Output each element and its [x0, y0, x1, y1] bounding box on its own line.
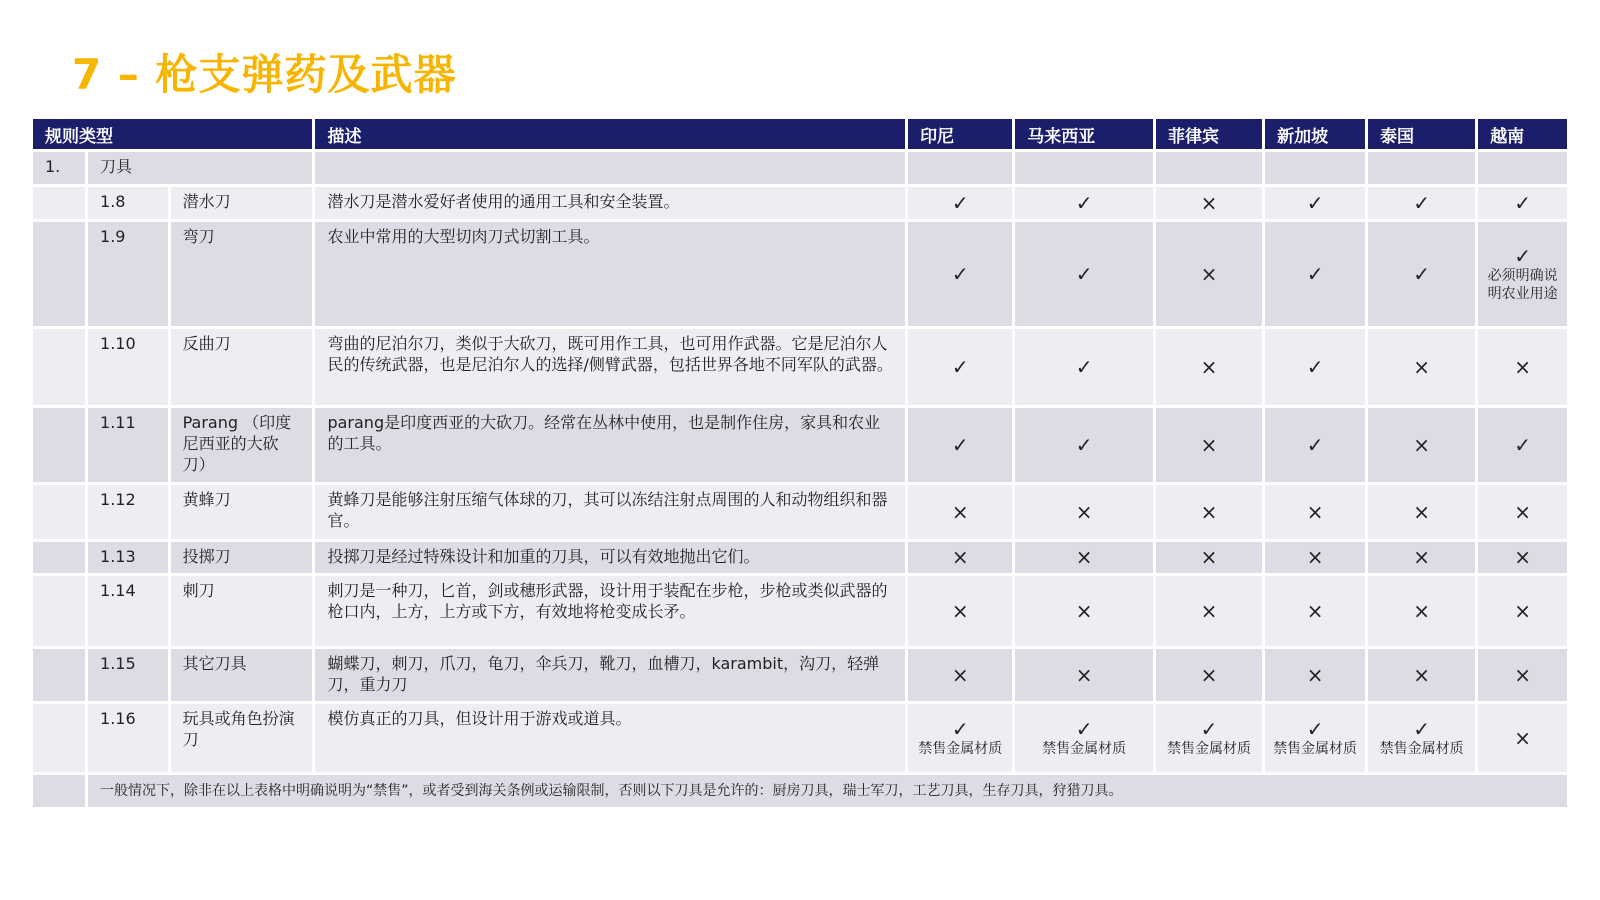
restriction-note: 禁售金属材质	[918, 740, 1003, 757]
cross-icon: ×	[1075, 662, 1093, 687]
cell-malaysia	[1015, 485, 1153, 539]
cross-icon: ×	[951, 499, 969, 524]
row-indent	[33, 542, 85, 573]
row-knife-type: 黄蜂刀	[171, 485, 313, 539]
row-description: 蝴蝶刀，刺刀，爪刀，龟刀，伞兵刀，靴刀，血槽刀，karambit，沟刀，轻弹刀，重力刀	[315, 649, 905, 701]
cell-singapore	[1265, 542, 1365, 573]
cross-icon: ×	[1075, 545, 1093, 569]
check-icon: ✓	[951, 716, 969, 741]
cell-singapore	[1265, 187, 1365, 219]
cell-philippines	[1156, 485, 1262, 539]
cell-vietnam	[1478, 408, 1567, 482]
check-icon: ✓	[1075, 190, 1093, 215]
cell-indonesia	[908, 542, 1012, 573]
cell-thailand	[1368, 542, 1475, 573]
row-knife-type: 刺刀	[171, 576, 313, 646]
cross-icon: ×	[1200, 545, 1218, 569]
cross-icon: ×	[1413, 598, 1430, 623]
cell-philippines	[1156, 329, 1262, 405]
cross-icon: ×	[1200, 598, 1218, 623]
check-icon: ✓	[951, 261, 969, 286]
table-row	[33, 329, 1567, 405]
cell-malaysia	[1015, 408, 1153, 482]
check-icon: ✓	[1306, 354, 1324, 379]
check-icon: ✓	[1514, 243, 1531, 268]
cell-vietnam	[1478, 649, 1567, 701]
cross-icon: ×	[1200, 662, 1218, 687]
cell-malaysia	[1015, 222, 1153, 326]
check-icon: ✓	[1413, 716, 1430, 741]
cross-icon: ×	[951, 662, 969, 687]
row-description: parang是印度西亚的大砍刀。经常在丛林中使用，也是制作住房，家具和农业的工具。	[315, 408, 905, 482]
header-description: 描述	[315, 119, 905, 149]
cell-singapore	[1265, 222, 1365, 326]
cross-icon: ×	[1514, 725, 1531, 750]
cross-icon: ×	[1306, 598, 1324, 623]
row-indent	[33, 576, 85, 646]
cross-icon: ×	[1413, 432, 1430, 457]
cell-indonesia	[908, 485, 1012, 539]
cell-thailand	[1368, 649, 1475, 701]
check-icon: ✓	[951, 354, 969, 379]
cross-icon: ×	[1514, 499, 1531, 524]
row-knife-type: Parang （印度尼西亚的大砍刀）	[171, 408, 313, 482]
cell-indonesia	[908, 704, 1012, 772]
header-rule-type: 规则类型	[33, 119, 312, 149]
header-philippines: 菲律宾	[1156, 119, 1262, 149]
cell-malaysia	[1015, 649, 1153, 701]
row-knife-type: 投掷刀	[171, 542, 313, 573]
check-icon: ✓	[1075, 432, 1093, 457]
restriction-note: 禁售金属材质	[1167, 740, 1252, 757]
check-icon: ✓	[1413, 190, 1430, 215]
row-knife-type: 其它刀具	[171, 649, 313, 701]
cell-thailand	[1368, 704, 1475, 772]
cross-icon: ×	[1306, 545, 1324, 569]
page-title: 7 – 枪支弹药及武器	[72, 50, 457, 99]
cross-icon: ×	[1200, 499, 1218, 524]
cross-icon: ×	[951, 598, 969, 623]
cell-malaysia	[1015, 704, 1153, 772]
cell-malaysia	[1015, 187, 1153, 219]
header-malaysia: 马来西亚	[1015, 119, 1153, 149]
table-row	[33, 649, 1567, 701]
cross-icon: ×	[1514, 598, 1531, 623]
table-header-row	[33, 119, 1567, 149]
row-number: 1.13	[88, 542, 168, 573]
cross-icon: ×	[1200, 190, 1218, 215]
cross-icon: ×	[1075, 499, 1093, 524]
cell-thailand	[1368, 329, 1475, 405]
cell-vietnam	[1478, 485, 1567, 539]
cross-icon: ×	[1200, 432, 1218, 457]
check-icon: ✓	[1514, 432, 1531, 457]
row-number: 1.11	[88, 408, 168, 482]
restriction-note: 必须明确说明农业用途	[1487, 267, 1558, 302]
row-description: 投掷刀是经过特殊设计和加重的刀具，可以有效地抛出它们。	[315, 542, 905, 573]
cell-vietnam	[1478, 222, 1567, 326]
category-label: 刀具	[88, 152, 312, 184]
row-number: 1.8	[88, 187, 168, 219]
cell-indonesia	[908, 649, 1012, 701]
cell-philippines	[1156, 576, 1262, 646]
cross-icon: ×	[1306, 662, 1324, 687]
table-row	[33, 187, 1567, 219]
row-number: 1.12	[88, 485, 168, 539]
restriction-note: 禁售金属材质	[1042, 740, 1127, 757]
cell-indonesia	[908, 329, 1012, 405]
cell-vietnam	[1478, 329, 1567, 405]
header-singapore: 新加坡	[1265, 119, 1365, 149]
cell-philippines	[1156, 408, 1262, 482]
restriction-note: 禁售金属材质	[1273, 740, 1358, 757]
cell-singapore	[1265, 576, 1365, 646]
footer-row	[33, 775, 1567, 807]
header-thailand: 泰国	[1368, 119, 1475, 149]
table-row	[33, 408, 1567, 482]
cell-thailand	[1368, 222, 1475, 326]
cell-philippines	[1156, 187, 1262, 219]
row-number: 1.16	[88, 704, 168, 772]
row-knife-type: 玩具或角色扮演刀	[171, 704, 313, 772]
cell-thailand	[1368, 408, 1475, 482]
cell-philippines	[1156, 704, 1262, 772]
cell-thailand	[1368, 187, 1475, 219]
table-row	[33, 542, 1567, 573]
row-description: 潜水刀是潜水爱好者使用的通用工具和安全装置。	[315, 187, 905, 219]
row-indent	[33, 704, 85, 772]
check-icon: ✓	[1514, 190, 1531, 215]
row-description: 模仿真正的刀具，但设计用于游戏或道具。	[315, 704, 905, 772]
cell-thailand	[1368, 576, 1475, 646]
check-icon: ✓	[1306, 190, 1324, 215]
header-vietnam: 越南	[1478, 119, 1567, 149]
row-indent	[33, 187, 85, 219]
cell-vietnam	[1478, 576, 1567, 646]
row-description: 农业中常用的大型切肉刀式切割工具。	[315, 222, 905, 326]
cross-icon: ×	[1306, 499, 1324, 524]
cell-singapore	[1265, 329, 1365, 405]
check-icon: ✓	[1075, 354, 1093, 379]
check-icon: ✓	[1306, 261, 1324, 286]
cross-icon: ×	[1413, 662, 1430, 687]
cell-singapore	[1265, 649, 1365, 701]
cell-singapore	[1265, 704, 1365, 772]
row-number: 1.15	[88, 649, 168, 701]
table-row	[33, 222, 1567, 326]
cell-indonesia	[908, 576, 1012, 646]
table-row	[33, 704, 1567, 772]
cross-icon: ×	[1514, 354, 1531, 379]
row-number: 1.14	[88, 576, 168, 646]
cell-malaysia	[1015, 576, 1153, 646]
cell-vietnam	[1478, 704, 1567, 772]
row-indent	[33, 485, 85, 539]
category-row	[33, 152, 1567, 184]
row-indent	[33, 222, 85, 326]
cross-icon: ×	[1075, 598, 1093, 623]
check-icon: ✓	[1413, 261, 1430, 286]
cell-singapore	[1265, 485, 1365, 539]
cross-icon: ×	[1413, 545, 1430, 569]
cell-philippines	[1156, 222, 1262, 326]
row-number: 1.10	[88, 329, 168, 405]
cross-icon: ×	[1413, 354, 1430, 379]
cross-icon: ×	[1413, 499, 1430, 524]
cell-malaysia	[1015, 542, 1153, 573]
row-description: 黄蜂刀是能够注射压缩气体球的刀，其可以冻结注射点周围的人和动物组织和器官。	[315, 485, 905, 539]
cell-indonesia	[908, 408, 1012, 482]
cross-icon: ×	[1514, 545, 1531, 569]
cell-indonesia	[908, 222, 1012, 326]
check-icon: ✓	[1075, 716, 1093, 741]
row-indent	[33, 329, 85, 405]
restriction-note: 禁售金属材质	[1379, 740, 1464, 757]
cell-philippines	[1156, 542, 1262, 573]
cell-philippines	[1156, 649, 1262, 701]
cross-icon: ×	[1200, 261, 1218, 286]
check-icon: ✓	[1306, 716, 1324, 741]
row-indent	[33, 649, 85, 701]
check-icon: ✓	[1306, 432, 1324, 457]
row-knife-type: 潜水刀	[171, 187, 313, 219]
row-knife-type: 弯刀	[171, 222, 313, 326]
check-icon: ✓	[951, 432, 969, 457]
row-description: 刺刀是一种刀，匕首，剑或穗形武器，设计用于装配在步枪，步枪或类似武器的枪口内，上方，上方或下方，有效地将枪变成长矛。	[315, 576, 905, 646]
row-number: 1.9	[88, 222, 168, 326]
check-icon: ✓	[951, 190, 969, 215]
row-indent	[33, 408, 85, 482]
cell-vietnam	[1478, 542, 1567, 573]
cross-icon: ×	[951, 545, 969, 569]
table-row	[33, 485, 1567, 539]
cell-singapore	[1265, 408, 1365, 482]
check-icon: ✓	[1075, 261, 1093, 286]
category-number: 1.	[33, 152, 85, 184]
check-icon: ✓	[1200, 716, 1218, 741]
table-row	[33, 576, 1567, 646]
row-description: 弯曲的尼泊尔刀，类似于大砍刀，既可用作工具，也可用作武器。它是尼泊尔人民的传统武器，也是尼泊尔人的选择/侧臂武器，包括世界各地不同军队的武器。	[315, 329, 905, 405]
row-knife-type: 反曲刀	[171, 329, 313, 405]
cross-icon: ×	[1200, 354, 1218, 379]
header-indonesia: 印尼	[908, 119, 1012, 149]
footer-note: 一般情况下，除非在以上表格中明确说明为“禁售”，或者受到海关条例或运输限制，否则以下刀具是允许的：厨房刀具，瑞士军刀，工艺刀具，生存刀具，狩猎刀具。	[88, 775, 1567, 807]
cell-indonesia	[908, 187, 1012, 219]
rules-table	[30, 116, 1570, 810]
cell-vietnam	[1478, 187, 1567, 219]
cross-icon: ×	[1514, 662, 1531, 687]
cell-malaysia	[1015, 329, 1153, 405]
cell-thailand	[1368, 485, 1475, 539]
